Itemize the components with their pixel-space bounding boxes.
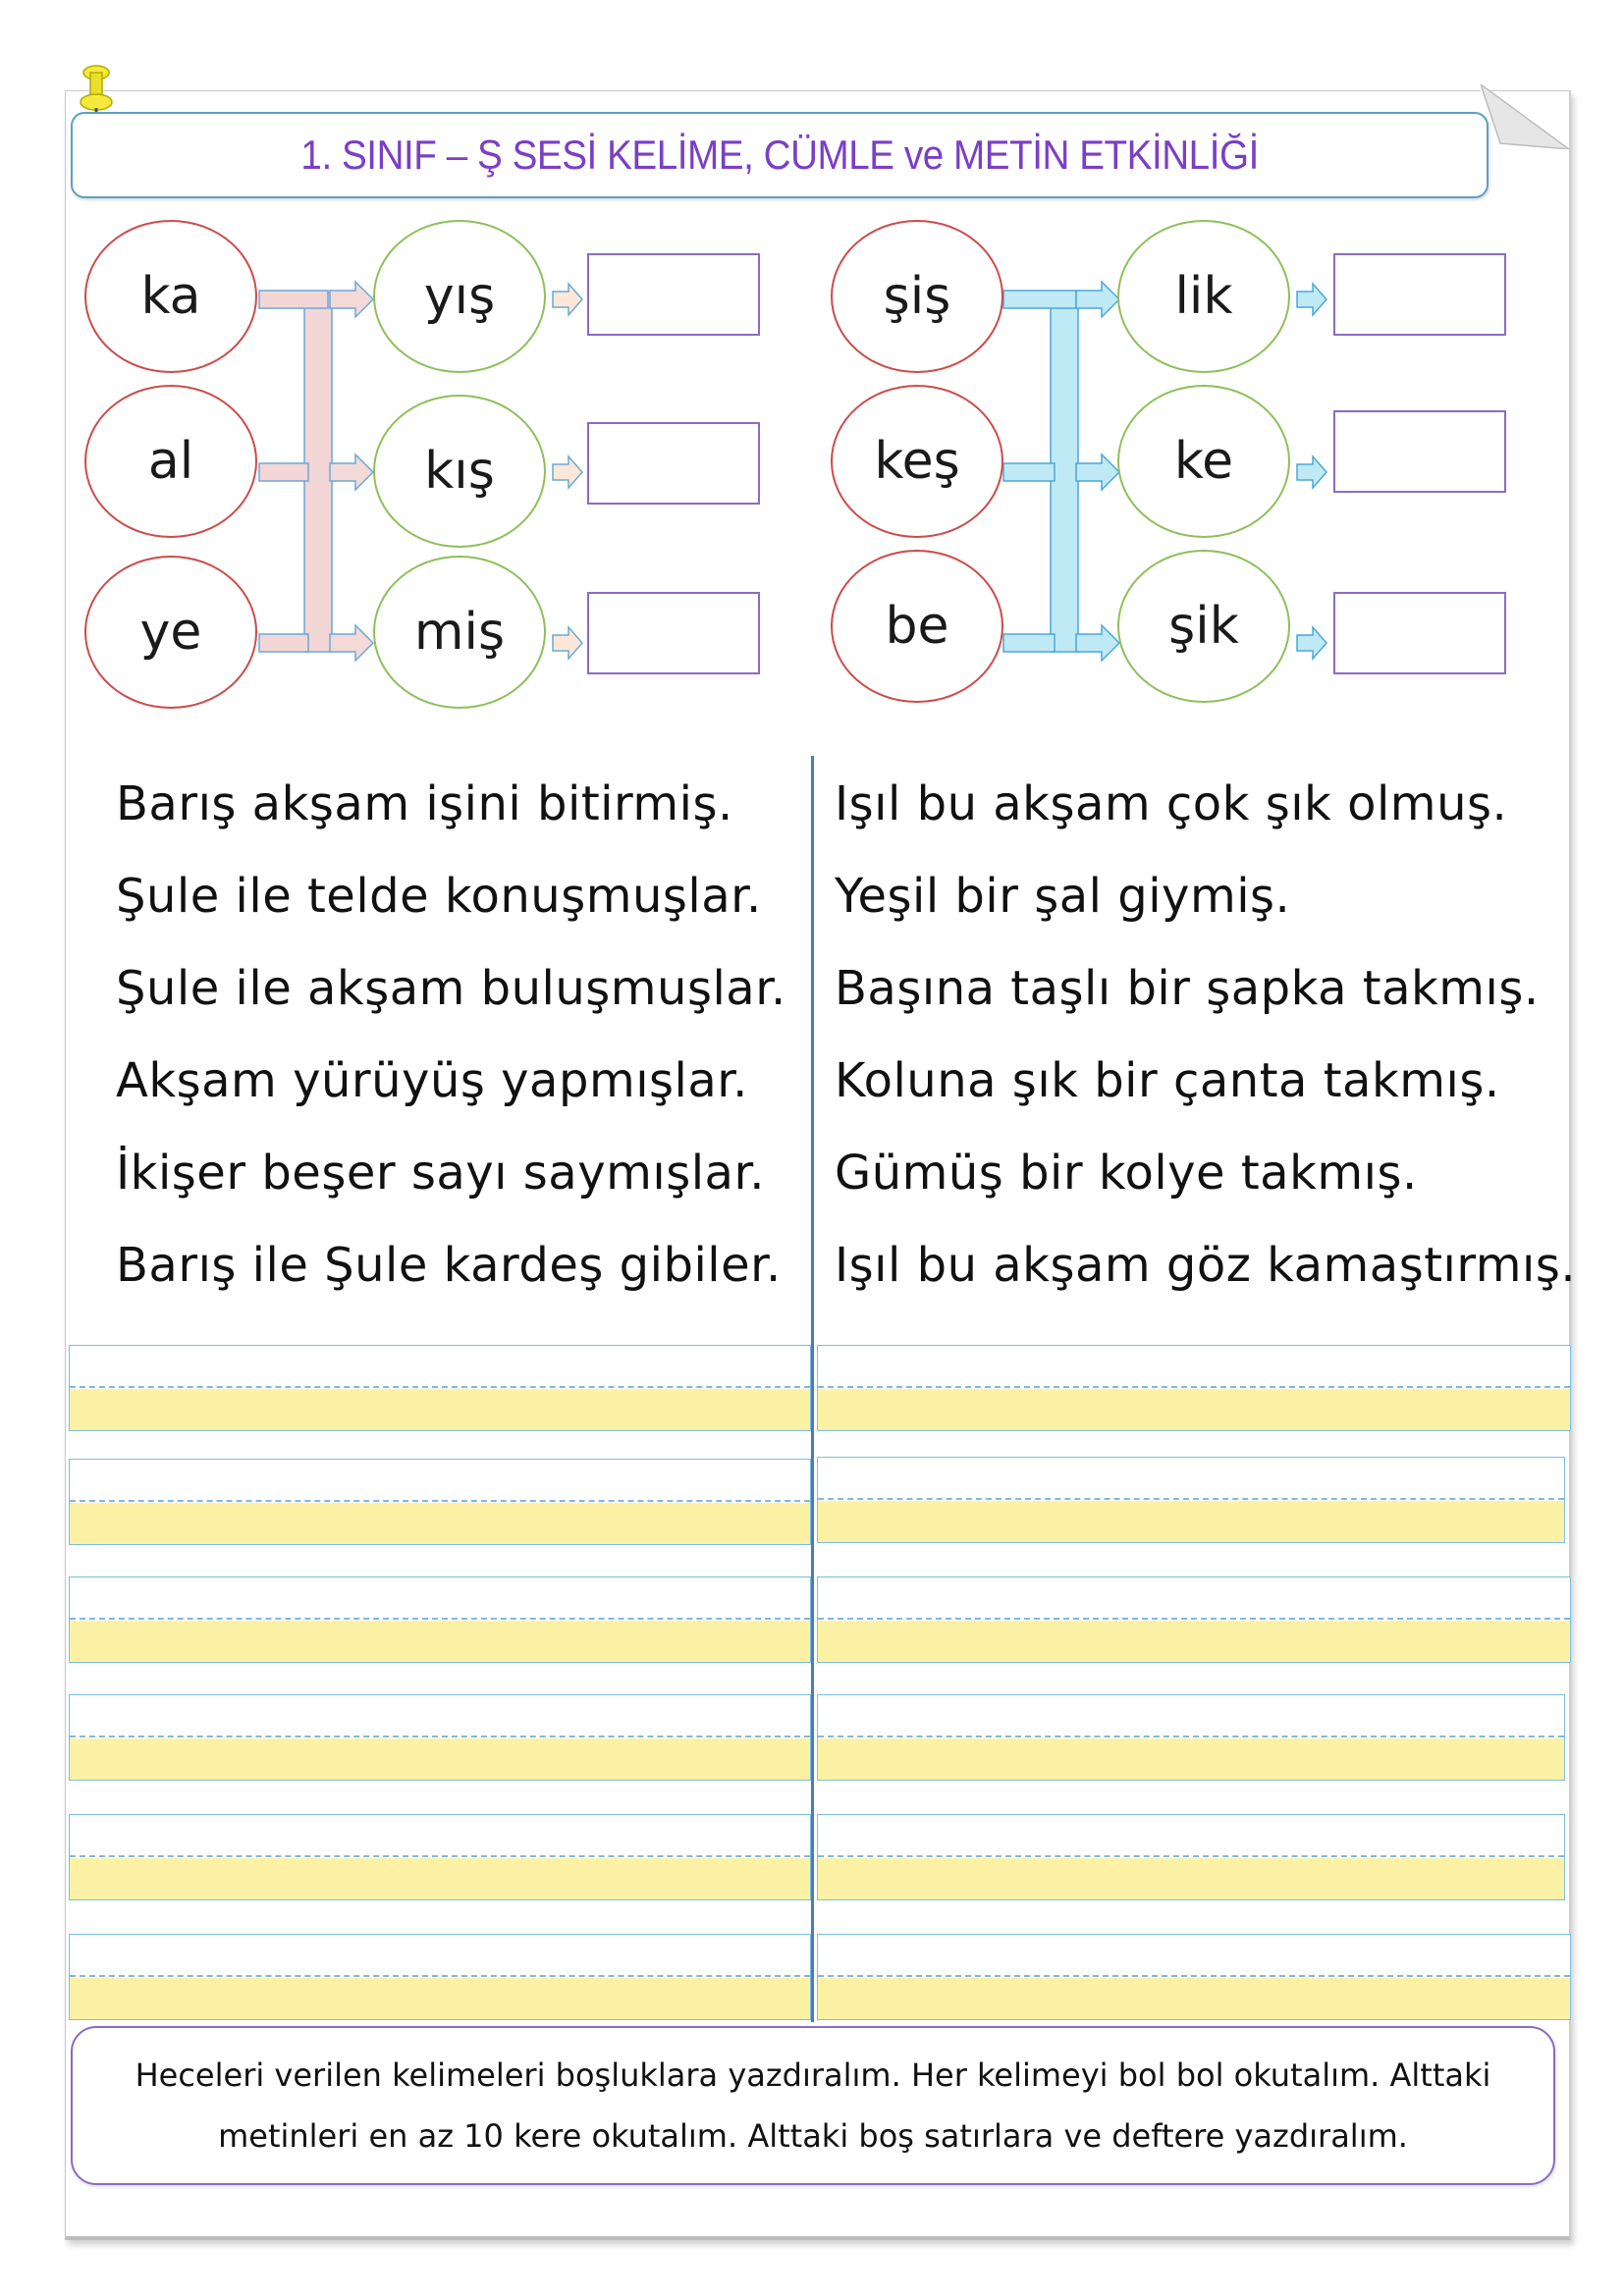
sentence: Yeşil bir şal giymiş. [835,869,1291,924]
syllable-bubble: miş [373,556,546,709]
syllable-bubble: ke [1117,385,1290,538]
writing-line[interactable] [69,1576,811,1663]
writing-line[interactable] [69,1459,811,1545]
answer-box[interactable] [587,592,760,674]
syllable-bubble: yış [373,220,546,373]
writing-line[interactable] [817,1694,1565,1781]
right-reading-text [835,758,1576,1311]
sentence: Şule ile telde konuşmuşlar. [116,869,762,924]
syllable-bubble: şik [1117,550,1290,703]
sentence: Işıl bu akşam göz kamaştırmış. [835,1238,1577,1293]
instructions-box [71,2026,1555,2185]
answer-box[interactable] [587,253,760,336]
syllable-bubble: al [84,385,257,538]
syllable-bubble: ka [84,220,257,373]
syllable-bubble: be [831,550,1003,703]
sentence: Barış akşam işini bitirmiş. [116,776,733,831]
syllable-bubble: ye [84,556,257,709]
sentence: Başına taşlı bir şapka takmış. [835,961,1540,1016]
writing-line[interactable] [817,1457,1565,1543]
answer-box[interactable] [1333,592,1506,674]
answer-box[interactable] [587,422,760,505]
sentence: Gümüş bir kolye takmış. [835,1146,1418,1201]
sentence: İkişer beşer sayı saymışlar. [116,1146,766,1201]
answer-box[interactable] [1333,410,1506,493]
instruction-line: Heceleri verilen kelimeleri boşluklara yazdıralım. Her kelimeyi bol bol okutalım. Alttaki [135,2056,1491,2094]
syllable-bubble: kış [373,395,546,548]
writing-line[interactable] [69,1934,811,2020]
writing-line[interactable] [817,1576,1571,1663]
writing-line[interactable] [69,1814,811,1900]
column-divider [811,756,814,2022]
left-reading-text [116,758,786,1311]
sentence: Akşam yürüyüş yapmışlar. [116,1053,748,1108]
sentence: Şule ile akşam buluşmuşlar. [116,961,786,1016]
sentence: Koluna şık bir çanta takmış. [835,1053,1500,1108]
page-title: 1. SINIF – Ş SESİ KELİME, CÜMLE ve METİN ETKİNLİĞİ [300,132,1259,178]
answer-box[interactable] [1333,253,1506,336]
writing-line[interactable] [817,1934,1571,2020]
writing-line[interactable] [817,1345,1571,1431]
writing-line[interactable] [817,1814,1565,1900]
syllable-bubble: lik [1117,220,1290,373]
syllable-bubble: şiş [831,220,1003,373]
writing-line[interactable] [69,1345,811,1431]
sentence: Işıl bu akşam çok şık olmuş. [835,776,1508,831]
syllable-bubble: keş [831,385,1003,538]
sentence: Barış ile Şule kardeş gibiler. [116,1238,782,1293]
instruction-line: metinleri en az 10 kere okutalım. Alttaki boş satırlara ve deftere yazdıralım. [218,2117,1408,2155]
writing-line[interactable] [69,1694,811,1781]
